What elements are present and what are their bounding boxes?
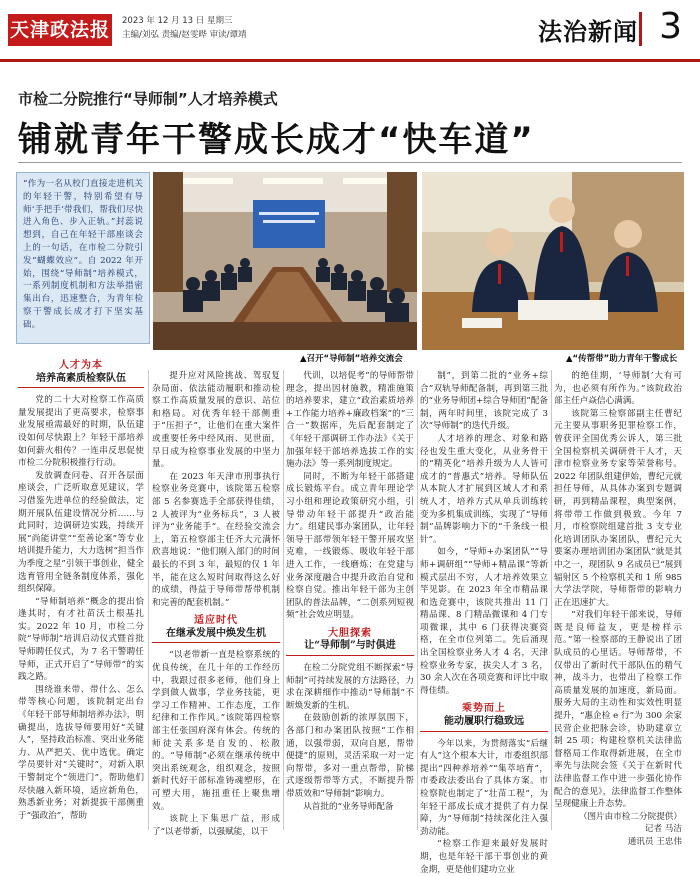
intro-box: “作为一名从校门直接走进机关的年轻干警，特别希望有导师‘手把手’带我们，帮我们尽快进入角色、步入正轨。”封蕊说想到，自己在年轻干部座谈会上的一句话，在市检二分院引发“蝴蝶效应”。自 2022 年开始，围绕“导师制”培养模式，一系列制度机制和方法举措密集出台，迅速整合，为青年检察干警成长成才打下坚实基础。 (16, 172, 150, 344)
subhead-subtitle: 在继承发展中焕发生机 (152, 628, 280, 644)
section-divider (639, 12, 642, 46)
article-column-5 (554, 370, 682, 847)
mentoring-photo (422, 172, 684, 350)
meeting-photo-caption: ▲召开“导师制”培养交流会 (300, 354, 403, 364)
article-column-3 (286, 370, 414, 836)
paragraph: 代训，以培促考”的导师帮带理念，提出因材施教，精准施策的培养要求，建立“政治素质培养+工作能力培养+廉政档案”的“三合一”数据库，先后配套制定了《年轻干部调研工作办法》《关于加强年轻干部培养选拔工作的实施办法》等一系列制度规定。 (286, 371, 414, 470)
subhead-momentum (420, 703, 548, 731)
paragraph: “检察工作迎来最好发展时期，也是年轻干部干事创业的黄金期，更是他们建功立业 (420, 839, 548, 875)
paragraph: 在鼓励创新的浓厚氛围下，各部门和办案团队按照“工作相通，以强带弱，双向自愿，帮带便捷”的原则，灵活采取一对一定向帮带，多对一重点帮带，阶梯式逐级帮带等方式，不断提升帮带质效和“导师制”影响力。 (286, 713, 414, 799)
subhead-title: 大胆探索 (328, 627, 372, 639)
column-divider (417, 370, 418, 830)
paragraph: “对我们年轻干部来说，导师既是良师益友，更是榜样示范。”第一检察部的王静说出了团队成员的心里话。导师帮带，不仅带出了新时代干部队伍的精气神，战斗力，也带出了检察工作高质量发展的加速度，新局面。服务大局的主动性和实效性明显提升，“惠企检 e 行”为 300 余家民营企业把脉会诊，协助建章立制 25 项；构建检察机关法律监督格局工作取得新进展，在全市率先与法院会签《关于在新时代法律监督工作中进一步强化协作配合的意见》，法律监督工作整体呈现健康上升态势。 (554, 610, 682, 810)
article-kicker: 市检二分院推行“导师制”人才培养模式 (18, 90, 278, 108)
correspondent-byline: 通讯员 王忠伟 (627, 836, 682, 847)
page-number: 3 (659, 6, 682, 47)
article-headline: 铺就青年干警成长成才“快车道” (18, 120, 535, 160)
column-divider (551, 370, 552, 830)
paragraph: 围绕谁来带、带什么、怎么带等核心问题，该院制定出台《年轻干部导师制培养办法》，明确提出，选拔导师要用好“关键人”，坚持政治标准、突出业务能力、从严把关、优中选优。确定学员要针对“关键时”，对新入职干警制定个“领进门”，帮助他们尽快融入新环境，适应新角色，熟悉新业务；对新提拔干部侧重于“强政治”，帮助 (18, 684, 144, 821)
header-info (122, 14, 247, 42)
article-column-2 (152, 370, 280, 836)
reporter-byline: 记者 马洁 (644, 824, 682, 835)
paragraph: 人才培养的理念、对象和路径也发生重大变化，从业务骨干的“精英化”培养升级为人人皆可成才的“普惠式”培养。导师队伍从本院人才扩展到区域人才和系统人才，培养方式从单兵训练转变为多机集成训练，实现了“导师制”品牌影响力下的“千条线一根针”。 (420, 433, 548, 545)
paragraph: 提升应对风险挑战、驾驭复杂局面、依法能动履职和推动检察工作高质量发展的意识、站位和格局。对优秀年轻干部侧重于“压担子”，让他们在重大案件或重要任务中经风雨、见世面，早日成为检察事业发展的中坚力量。 (152, 371, 280, 470)
subhead-explore (286, 628, 414, 656)
paragraph: 该院第三检察部副主任曹纪元主要从事职务犯罪检察工作，曾获评全国优秀公诉人，第三批全国检察机关调研骨干人才，天津市检察业务专家等荣誉称号。2022 年团队组建伊始，曹纪元就担任导师，从具体办案到专题调研，再到精品课程，典型案例，将带带工作做到极致。今年 7 月，市检察院组建首批 3 支专业化培训团队办案团队，曹纪元大要案办理培训团办案团队”就是其中之一，现团队 9 名成员已“展到辐射区 5 个检察机关和 1 所 985 大学法学院，导师帮带的影响力正在迅速扩大。 (554, 408, 682, 608)
headline-rule (18, 162, 682, 163)
section-name: 法治新闻 (538, 18, 638, 46)
paragraph: 如今，“导师+办案团队”“导师+调研组”“导师+精品课”等新模式层出不穷，人才培养效果立竿见影。在 2023 年全市精品课和选竞赛中，该院共推出 11 门精品课、8 门精品微课和 4 门专项微课，其中 6 门获得决赛资格，在全市位列第二。先后涌现出全国检察业务人才 4 名，天津检察业务专家，拔尖人才 3 名，30 余人次在各项竞赛和评比中取得佳绩。 (420, 547, 548, 696)
article-column-4 (420, 370, 548, 875)
paragraph: “导师制培养”概念的提出恰逢其时，有才社苗沃土根基扎实。2022 年 10 月，市检二分院“导师制”培训启动仪式暨首批导师聘任仪式，为 7 名干警聘任导师，正式开启了“导师带”的实践之路。 (18, 596, 144, 683)
paragraph: 发放调查问卷、召开各层面座谈会，广泛听取意见建议，学习借鉴先进单位的经验做法，定期开展队伍建设情况分析……与此同时，边调研边实践，持续开展“尚能讲堂”“至善论案”等专业培训提升能力，大力选树“担当作为季度之星”引领干事创业，健全选育管用全链条制度体系，强化组织保障。 (18, 470, 144, 595)
paragraph: 该院上下集思广益，形成了“以老带新，以强赋能，以干 (152, 814, 280, 837)
paragraph: 党的二十大对检察工作高质量发展提出了更高要求，检察事业发展亟需最好的时期，队伍建设如何尽快跟上？年轻干部培养如何薪火相传？一连串反思促使市检二分院积极推行行动。 (18, 395, 144, 469)
masthead (0, 0, 700, 62)
paragraph: 今年以来，为贯彻落实“后继有人”这个根本大计，市委组织部提出“四种养培养”“集萃培育”，市委政法委出台了具体方案。市检察院也制定了“壮苗工程”，为年轻干部成长成才提供了有力保障，为“导师制”持续深化注入强劲动能。 (420, 738, 548, 837)
photo-credit: （图片由市检二分院提供） (578, 811, 682, 822)
subhead-talent (18, 360, 144, 388)
subhead-era (152, 615, 280, 643)
date-line: 2023 年 12 月 13 日 星期三 (122, 16, 233, 26)
subhead-subtitle: 培养高素质检察队伍 (18, 373, 144, 389)
subhead-subtitle: 能动履职行稳致远 (420, 716, 548, 732)
paragraph: 同时，不断为年轻干部搭建成长锻炼平台。成立青年理论学习小组和理论政策研究小组，引导带动年轻干部提升“政治能力”。组建民事办案团队，让年轻领导干部带领年轻干警开展攻坚克难，一线锻炼、吸收年轻干部进入工作，一线磨炼；在党建与业务深度融合中提升政治自觉和检察自觉。推出年轻干部为主创团队的普法品牌，“二创系列短视频”社会效应明显。 (286, 471, 414, 621)
article-column-1 (18, 354, 144, 834)
paragraph: 在检二分院党组不断探索“导师制”可持续发展的方法路径，力求在深耕细作中推动“导师制”不断焕发新的生机。 (286, 663, 414, 711)
column-divider (148, 370, 149, 830)
paragraph: 制”，到第二批的“业务+综合”双轨导师配备制，再到第三批的“业务导师团+综合导师团”配备制，两年时间里，该院完成了 3 次“导师制”的迭代升级。 (420, 371, 548, 432)
subhead-subtitle: 让“导师制”与时俱进 (286, 640, 414, 656)
column-divider (283, 370, 284, 830)
meeting-photo (153, 172, 417, 350)
paragraph: 从首批的“业务导师配备 (303, 801, 394, 812)
newspaper-logo: 天津政法报 (8, 14, 112, 46)
subhead-title: 乘势而上 (462, 703, 506, 715)
paragraph: “以老带新一直是检察系统的优良传统，在几十年的工作经历中，我跟过很多老师，他们身上学到做人做事，学业务技能，更学习工作精神、工作态度，工作纪律和工作作风。”该院第四检察部主任张国府深有体会。传统的师徒关系多是自发的、松散的。“导师制”必须在继承传统中突出系统观念，组织观念，按照新时代好干部标准铸魂塑形，在可塑大用，施扭重任上聚焦增效。 (152, 650, 280, 812)
editors-line: 主编/刘弘 责编/赵雯晔 审读/谭靖 (122, 30, 247, 40)
subhead-title: 适应时代 (194, 615, 238, 627)
subhead-title: 人才为本 (59, 360, 103, 371)
mentoring-photo-caption: ▲“传帮带”助力青年干警成长 (566, 354, 678, 364)
paragraph: 的绝佳期，‘导师制’大有可为，也必须有所作为。”该院政治部主任卢焱信心满满。 (554, 371, 682, 407)
paragraph: 在 2023 年天津市刑事执行检察业务竞赛中，该院第五检察部 5 名参赛选手全部获得佳绩，2 人被评为“业务标兵”，3 人被评为“业务能手”。在经验交流会上，第五检察部主任齐大元满怀欣喜地说：“他们刚入部门的时间最长的不到 3 年，最短的仅 1 年半，能在这么短时间取得这么好的成绩，得益于导师带帮带机制和完善的配套机制。” (152, 471, 280, 608)
